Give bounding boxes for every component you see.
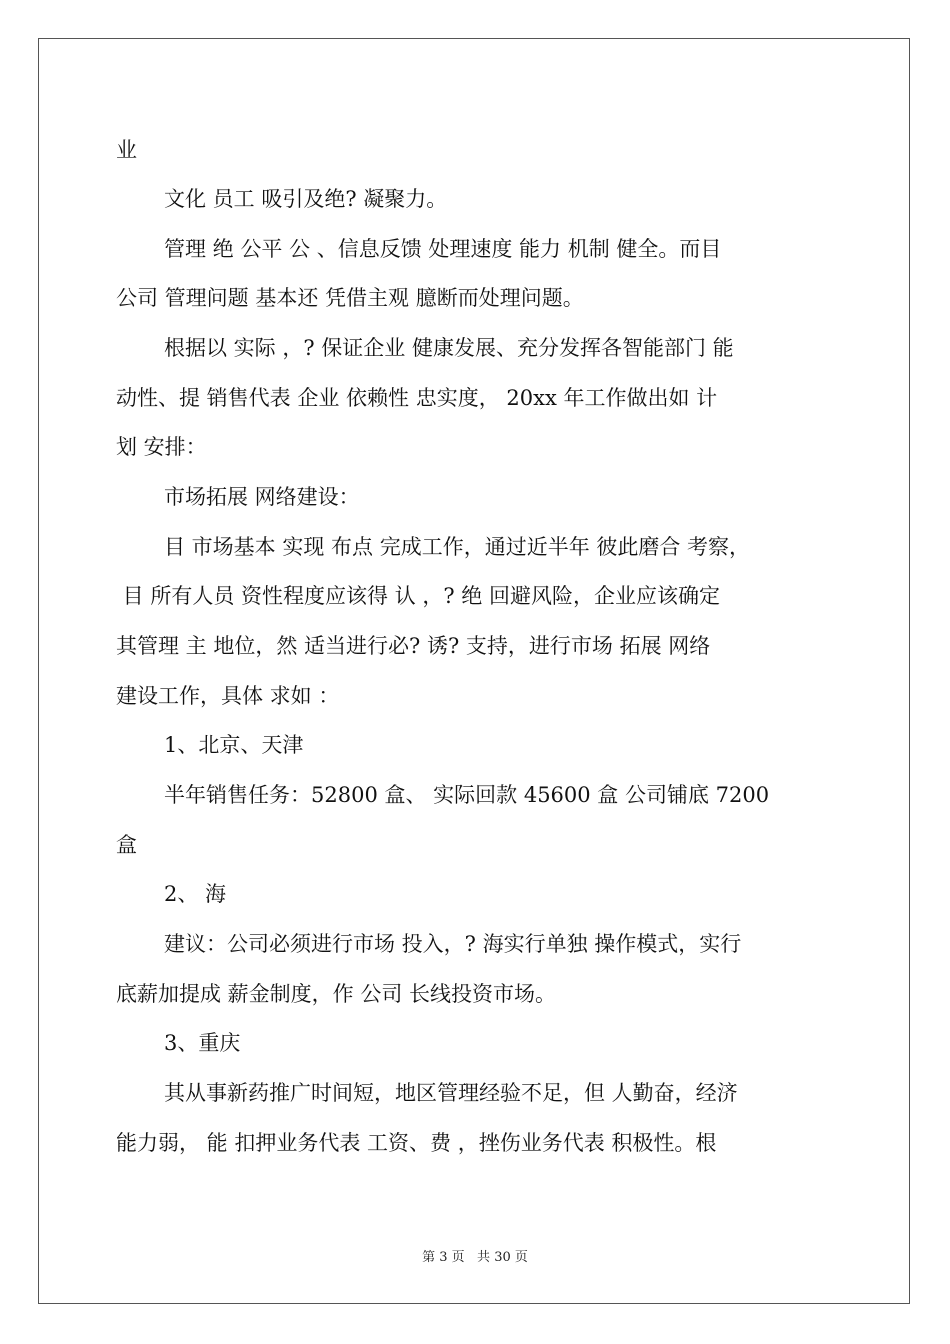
text-line-20: 其从事新药推广时间短，地区管理经验不足，但 人勤奋，经济 [164,1081,738,1105]
text-line-14: 半年销售任务：52800 盒、 实际回款 45600 盒 公司铺底 7200 [164,783,770,807]
page-number-footer: 第 3 页 共 30 页 [422,1250,528,1265]
text-line-16: 2、 海 [164,882,227,906]
text-line-3: 管理 绝 公平 公 、信息反馈 处理速度 能力 机制 健全。而目 [164,237,722,261]
text-line-7: 划 安排： [116,435,207,459]
text-line-21: 能力弱， 能 扣押业务代表 工资、费 ，挫伤业务代表 积极性。根 [116,1131,717,1155]
text-line-11: 其管理 主 地位，然 适当进行必? 诱? 支持，进行市场 拓展 网络 [116,634,711,658]
text-line-15: 盒 [116,833,137,857]
text-line-12: 建设工作，具体 求如 ： [116,684,340,708]
text-line-18: 底薪加提成 薪金制度，作 公司 长线投资市场。 [116,982,557,1006]
text-line-19: 3、重庆 [164,1031,241,1055]
text-line-13: 1、北京、天津 [164,733,304,757]
text-line-6: 动性、提 销售代表 企业 依赖性 忠实度， 20xx 年工作做出如 计 [116,386,718,410]
text-line-4: 公司 管理问题 基本还 凭借主观 臆断而处理问题。 [116,286,584,310]
text-line-5: 根据以 实际 ，? 保证企业 健康发展、充分发挥各智能部门 能 [164,336,734,360]
text-line-9: 目 市场基本 实现 布点 完成工作，通过近半年 彼此磨合 考察， [164,535,751,559]
page-border [38,38,910,1304]
text-line-8: 市场拓展 网络建设： [164,485,360,509]
text-line-1: 业 [116,138,137,162]
text-line-10: 目 所有人员 资性程度应该得 认 ，? 绝 回避风险，企业应该确定 [116,584,720,608]
text-line-2: 文化 员工 吸引及绝? 凝聚力。 [164,187,448,211]
text-line-17: 建议：公司必须进行市场 投入，? 海实行单独 操作模式，实行 [164,932,742,956]
